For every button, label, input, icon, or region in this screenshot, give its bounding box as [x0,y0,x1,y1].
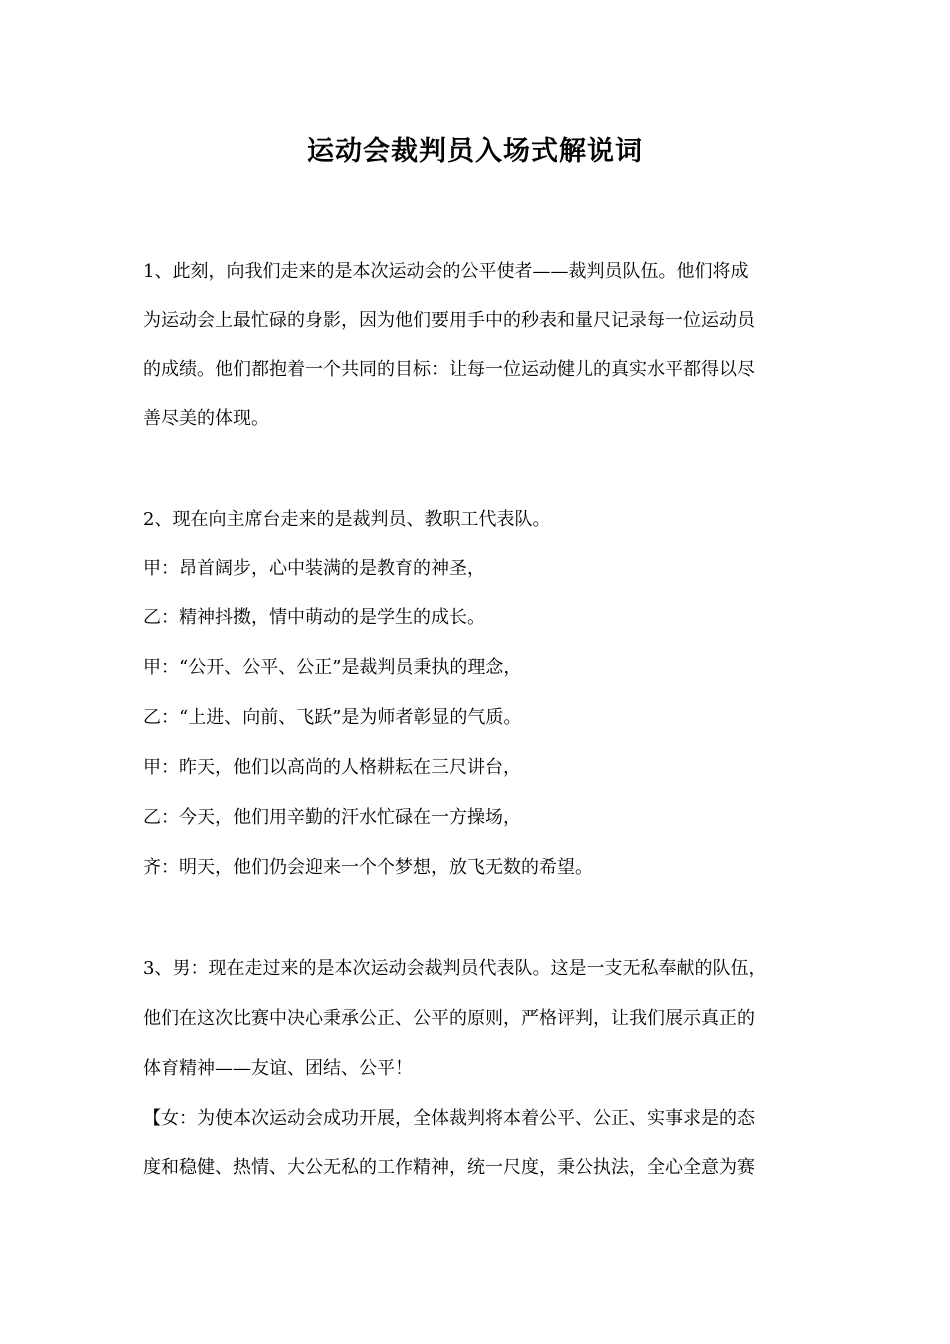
paragraph-2-line-1: 2、现在向主席台走来的是裁判员、教职工代表队。 [143,509,551,530]
paragraph-3-line-3: 体育精神——友谊、团结、公平！ [143,1058,413,1079]
dialogue-line: 齐：明天，他们仍会迎来一个个梦想，放飞无数的希望。 [143,857,593,878]
paragraph-1-line-1: 1、此刻，向我们走来的是本次运动会的公平使者——裁判员队伍。他们将成 [143,261,749,282]
dialogue-line: 乙：精神抖擞，情中萌动的是学生的成长。 [143,607,485,628]
paragraph-1-line-4: 善尽美的体现。 [143,408,269,429]
paragraph-1-line-3: 的成绩。他们都抱着一个共同的目标：让每一位运动健儿的真实水平都得以尽 [143,359,755,380]
paragraph-4-line-2: 度和稳健、热情、大公无私的工作精神，统一尺度，秉公执法，全心全意为赛 [143,1157,755,1178]
dialogue-line: 甲：昂首阔步，心中装满的是教育的神圣， [143,558,485,579]
dialogue-line: 甲：“公开、公平、公正”是裁判员秉执的理念， [143,657,522,678]
document-title: 运动会裁判员入场式解说词 [307,136,643,167]
dialogue-line: 甲：昨天，他们以高尚的人格耕耘在三尺讲台， [143,757,521,778]
paragraph-4-line-1: 【女：为使本次运动会成功开展，全体裁判将本着公平、公正、实事求是的态 [143,1108,755,1129]
paragraph-3-line-1: 3、男：现在走过来的是本次运动会裁判员代表队。这是一支无私奉献的队伍， [143,958,767,979]
dialogue-line: 乙：“上进、向前、飞跃”是为师者彰显的气质。 [143,707,522,728]
paragraph-1-line-2: 为运动会上最忙碌的身影，因为他们要用手中的秒表和量尺记录每一位运动员 [143,310,755,331]
paragraph-3-line-2: 他们在这次比赛中决心秉承公正、公平的原则，严格评判，让我们展示真正的 [143,1008,755,1029]
dialogue-line: 乙：今天，他们用辛勤的汗水忙碌在一方操场， [143,807,521,828]
